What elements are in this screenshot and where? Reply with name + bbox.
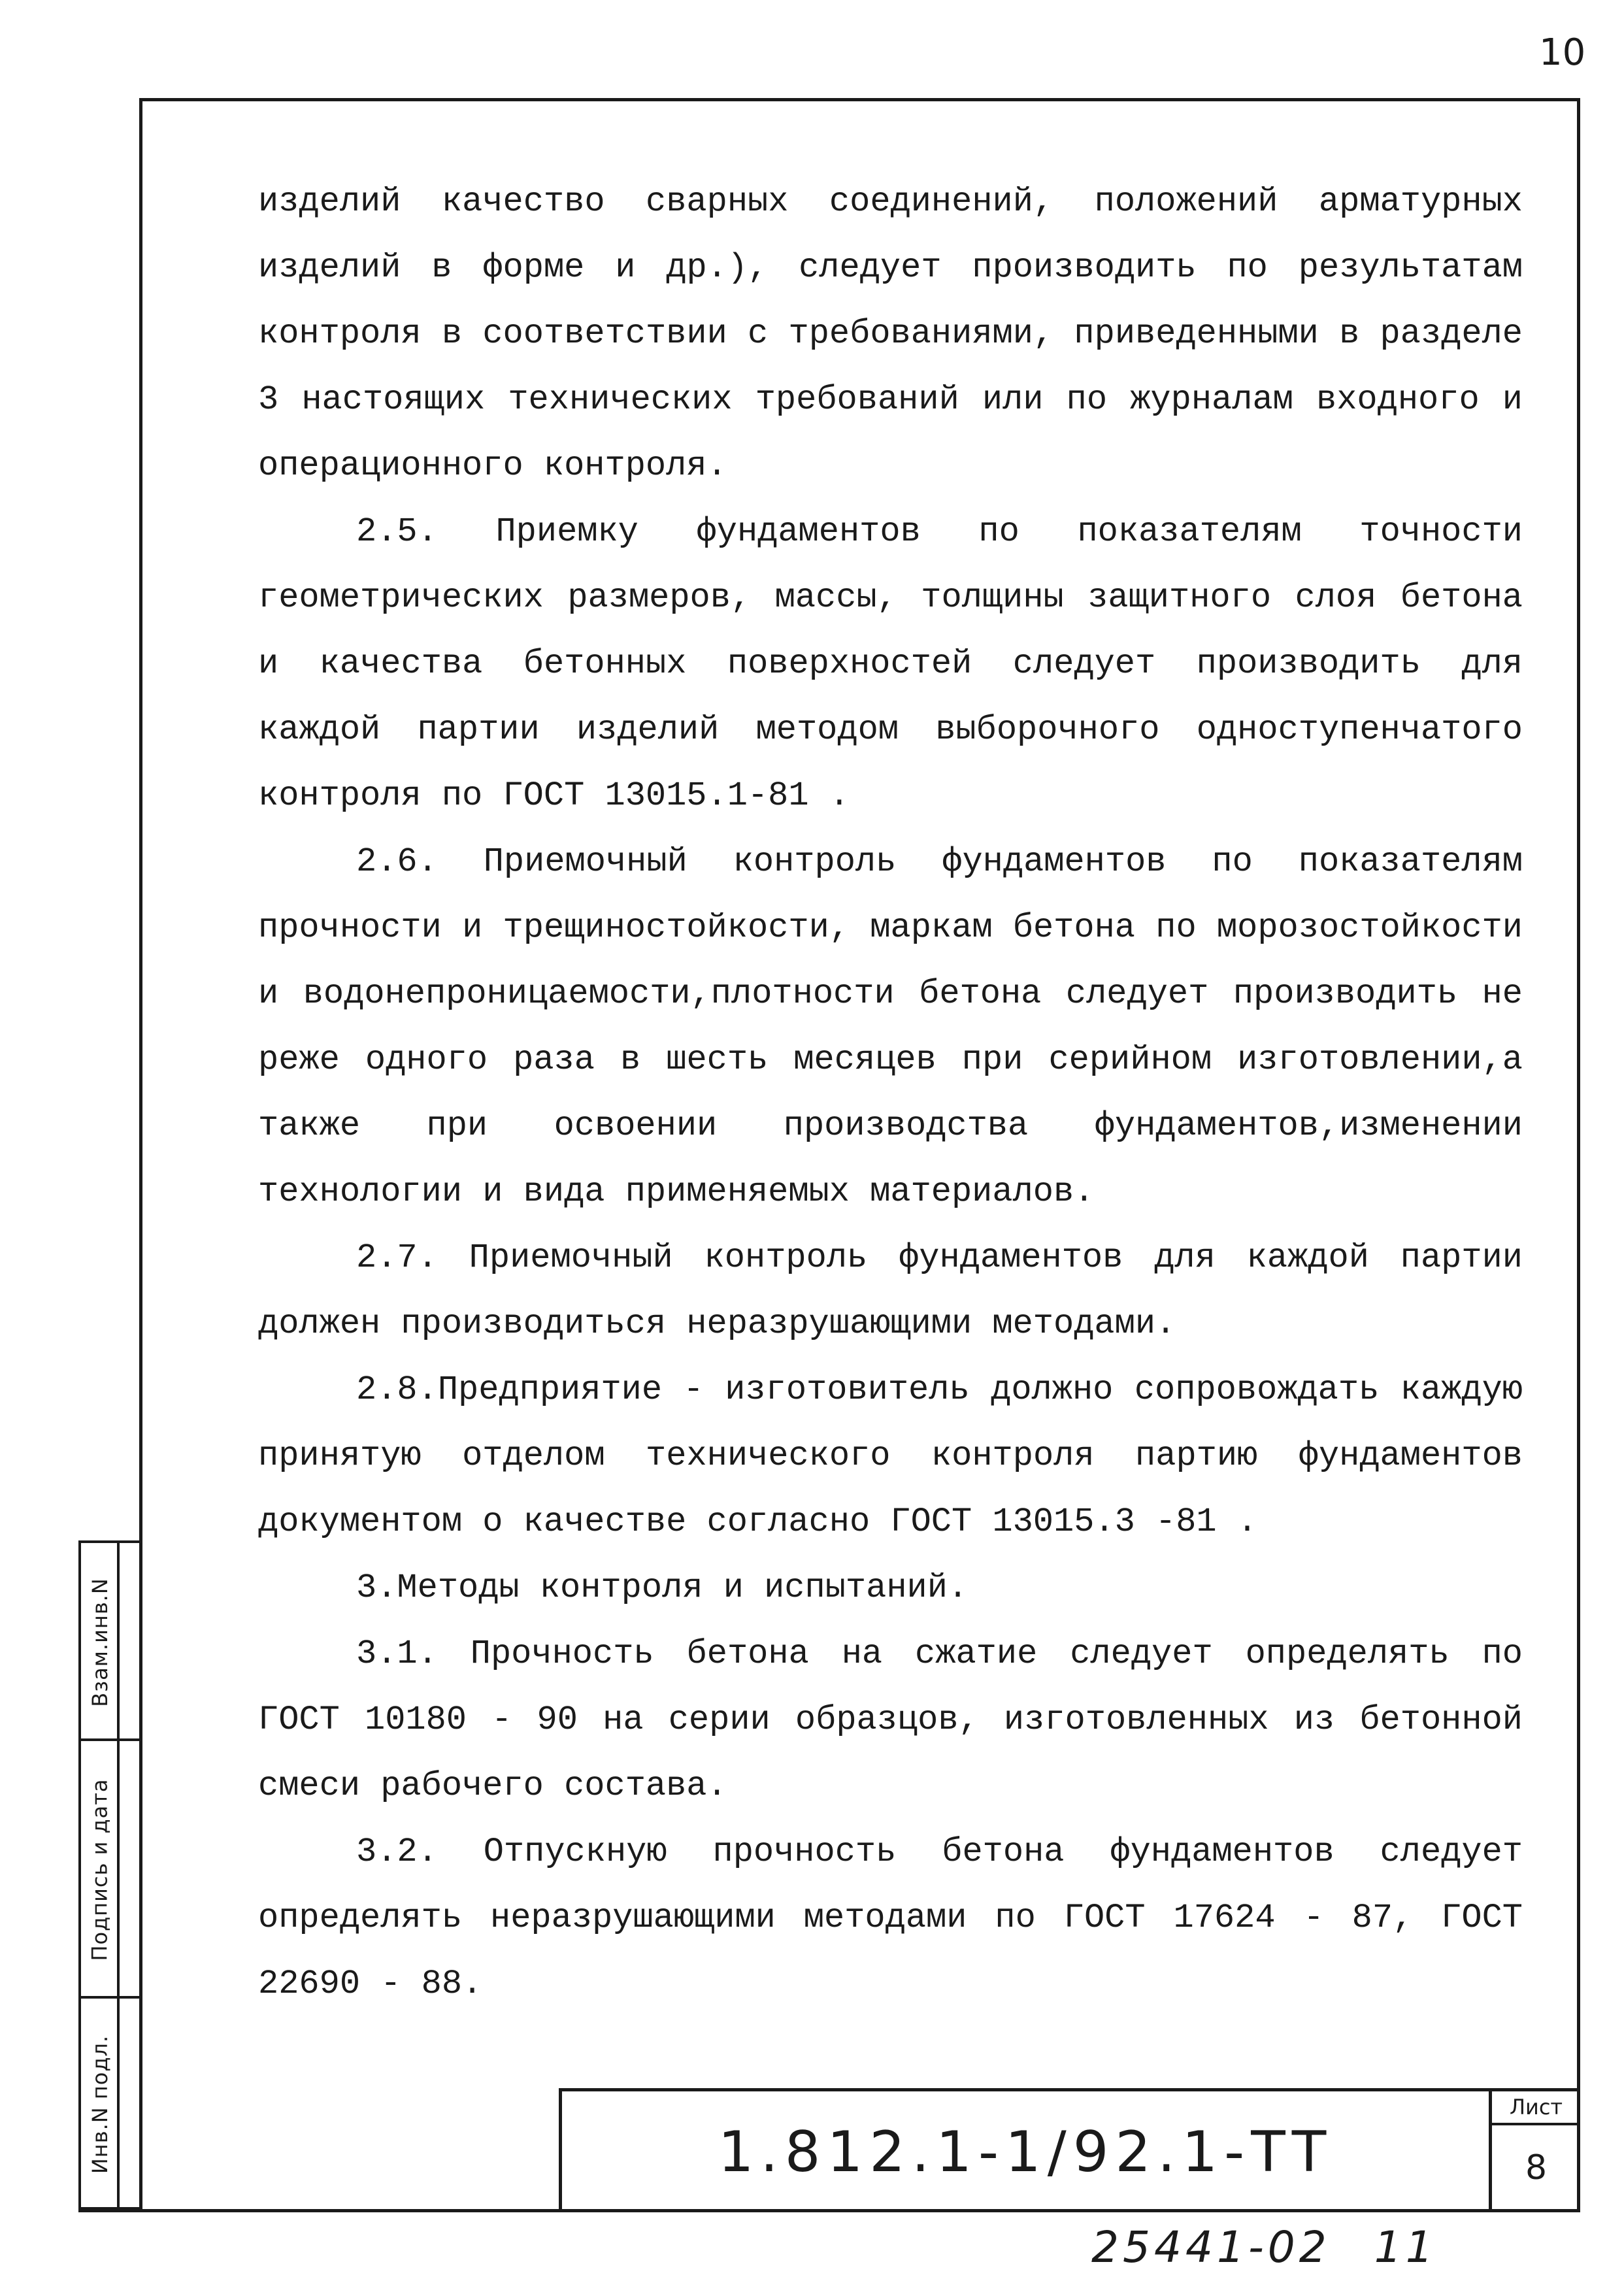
sheet-cell	[1489, 2091, 1580, 2212]
title-block	[559, 2088, 1580, 2212]
section-3-heading: 3.Методы контроля и испытаний.	[356, 1569, 969, 1607]
corner-page-number: 10	[1539, 31, 1586, 74]
paragraph-3-2: 3.2. Отпускную прочность бетона фундаментов следует определять неразрушающими методами по ГОСТ 17624 - 87, ГОСТ 22690 - 88.	[258, 1833, 1523, 2003]
document-code: 1.812.1-1/92.1-ТТ	[718, 2119, 1333, 2185]
sheet-label: Лист	[1492, 2091, 1580, 2125]
side-stamp-vzam-label: Взам.инв.N	[88, 1577, 113, 1707]
side-stamp-inv-label: Инв.N подл.	[88, 2035, 112, 2174]
sheet-number: 8	[1525, 2148, 1548, 2187]
paragraph-continuation: изделий качество сварных соединений, положений арматурных изделий в форме и др.), следует производить по результатам контроля в соответствии с требованиями, приведенными в разделе 3 настоящих технических требований или по журналам входного и операционного контроля.	[258, 182, 1523, 485]
side-stamp-podpis-label: Подпись и дата	[88, 1778, 112, 1961]
paragraph-2-7: 2.7. Приемочный контроль фундаментов для каждой партии должен производиться неразрушающими методами.	[258, 1238, 1523, 1343]
paragraph-2-8: 2.8.Предприятие - изготовитель должно сопровождать каждую принятую отделом технического контроля партию фундаментов документом о качестве согласно ГОСТ 13015.3 -81 .	[258, 1371, 1523, 1541]
paragraph-3-1: 3.1. Прочность бетона на сжатие следует определять по ГОСТ 10180 - 90 на серии образцов, изготовленных из бетонной смеси рабочего состава.	[258, 1635, 1523, 1805]
side-stamp-strip	[78, 1540, 142, 2212]
paragraph-2-6: 2.6. Приемочный контроль фундаментов по показателям прочности и трещиностойкости, маркам бетона по морозостойкости и водонепроницаемости,плотности бетона следует производить не реже одного раза в шесть месяцев при серийном изготовлении,а также при освоении производства фундаментов,изменении технологии и вида применяемых материалов.	[258, 842, 1523, 1211]
archive-number: 25441-02 11	[1091, 2222, 1437, 2272]
document-body	[258, 169, 1523, 2017]
paragraph-2-5: 2.5. Приемку фундаментов по показателям точности геометрических размеров, массы, толщины защитного слоя бетона и качества бетонных поверхностей следует производить для каждой партии изделий методом выборочного одноступенчатого контроля по ГОСТ 13015.1-81 .	[258, 512, 1523, 815]
